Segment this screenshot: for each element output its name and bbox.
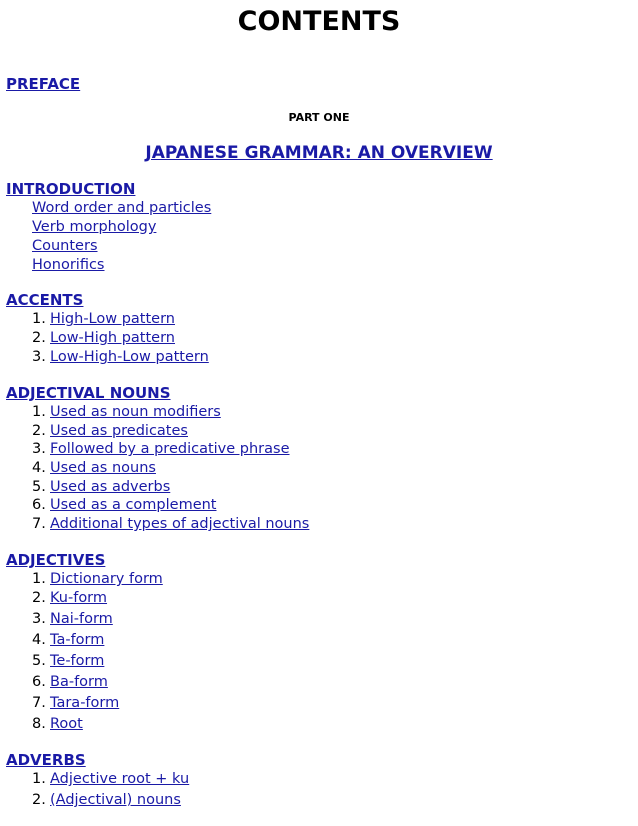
list-item (32, 571, 163, 587)
adjectival-nouns-item-link[interactable]: Used as predicates (50, 423, 188, 439)
item-number: 4. (32, 632, 46, 648)
list-item (32, 460, 156, 476)
item-number: 1. (32, 771, 46, 787)
adjectives-item-link[interactable]: Nai-form (50, 611, 113, 627)
item-number: 2. (32, 330, 46, 346)
intro-item-word-order[interactable]: Word order and particles (32, 200, 212, 216)
adjectives-item-link[interactable]: Root (50, 716, 83, 732)
part-title-text: JAPANESE GRAMMAR: AN OVERVIEW (145, 143, 493, 163)
intro-item-counters[interactable]: Counters (32, 238, 98, 254)
accents-item-link[interactable]: Low-High-Low pattern (50, 349, 209, 365)
list-item (32, 716, 83, 732)
part-title-link[interactable] (0, 143, 638, 163)
item-number: 5. (32, 653, 46, 669)
item-number: 3. (32, 349, 46, 365)
item-number: 1. (32, 404, 46, 420)
adjectival-nouns-item-link[interactable]: Additional types of adjectival nouns (50, 516, 310, 532)
list-item (32, 653, 104, 669)
adjectival-nouns-item-link[interactable]: Used as nouns (50, 460, 156, 476)
item-number: 2. (32, 792, 46, 808)
adjectival-nouns-item-link[interactable]: Followed by a predicative phrase (50, 441, 290, 457)
item-number: 8. (32, 716, 46, 732)
item-number: 1. (32, 571, 46, 587)
adjectives-item-link[interactable]: Ba-form (50, 674, 108, 690)
list-item (32, 311, 175, 327)
item-number: 5. (32, 479, 46, 495)
item-number: 6. (32, 674, 46, 690)
list-item (32, 632, 104, 648)
item-number: 3. (32, 441, 46, 457)
list-item (32, 792, 181, 808)
item-number: 4. (32, 460, 46, 476)
accents-link[interactable]: ACCENTS (6, 291, 84, 309)
item-number: 7. (32, 516, 46, 532)
item-number: 1. (32, 311, 46, 327)
adjectives-item-link[interactable]: Te-form (50, 653, 105, 669)
list-item (32, 695, 119, 711)
list-item (32, 497, 217, 513)
list-item (32, 611, 113, 627)
list-item (32, 479, 170, 495)
list-item (32, 330, 175, 346)
item-number: 7. (32, 695, 46, 711)
adjectival-nouns-item-link[interactable]: Used as adverbs (50, 479, 171, 495)
adjectives-link[interactable]: ADJECTIVES (6, 551, 106, 569)
list-item (32, 674, 108, 690)
introduction-link[interactable]: INTRODUCTION (6, 180, 136, 198)
intro-item-honorifics[interactable]: Honorifics (32, 257, 105, 273)
preface-link[interactable]: PREFACE (6, 75, 81, 93)
adjectival-nouns-item-link[interactable]: Used as noun modifiers (50, 404, 221, 420)
adjectives-item-link[interactable]: Ku-form (50, 590, 108, 606)
item-number: 2. (32, 590, 46, 606)
adjectives-item-link[interactable]: Ta-form (50, 632, 105, 648)
page-title: CONTENTS (237, 6, 401, 37)
adjectives-item-link[interactable]: Tara-form (50, 695, 120, 711)
item-number: 3. (32, 611, 46, 627)
list-item (32, 404, 221, 420)
adjectives-item-link[interactable]: Dictionary form (50, 571, 163, 587)
adverbs-item-link[interactable]: Adjective root + ku (50, 771, 190, 787)
list-item (32, 516, 309, 532)
intro-item-verb-morphology[interactable]: Verb morphology (32, 219, 157, 235)
part-label: PART ONE (288, 111, 350, 124)
list-item (32, 349, 209, 365)
adverbs-item-link[interactable]: (Adjectival) nouns (50, 792, 181, 808)
accents-item-link[interactable]: High-Low pattern (50, 311, 175, 327)
list-item (32, 441, 290, 457)
accents-item-link[interactable]: Low-High pattern (50, 330, 175, 346)
list-item (32, 771, 189, 787)
adverbs-link[interactable]: ADVERBS (6, 751, 86, 769)
item-number: 6. (32, 497, 46, 513)
list-item (32, 423, 188, 439)
list-item (32, 590, 107, 606)
item-number: 2. (32, 423, 46, 439)
adjectival-nouns-link[interactable]: ADJECTIVAL NOUNS (6, 384, 171, 402)
adjectival-nouns-item-link[interactable]: Used as a complement (50, 497, 217, 513)
